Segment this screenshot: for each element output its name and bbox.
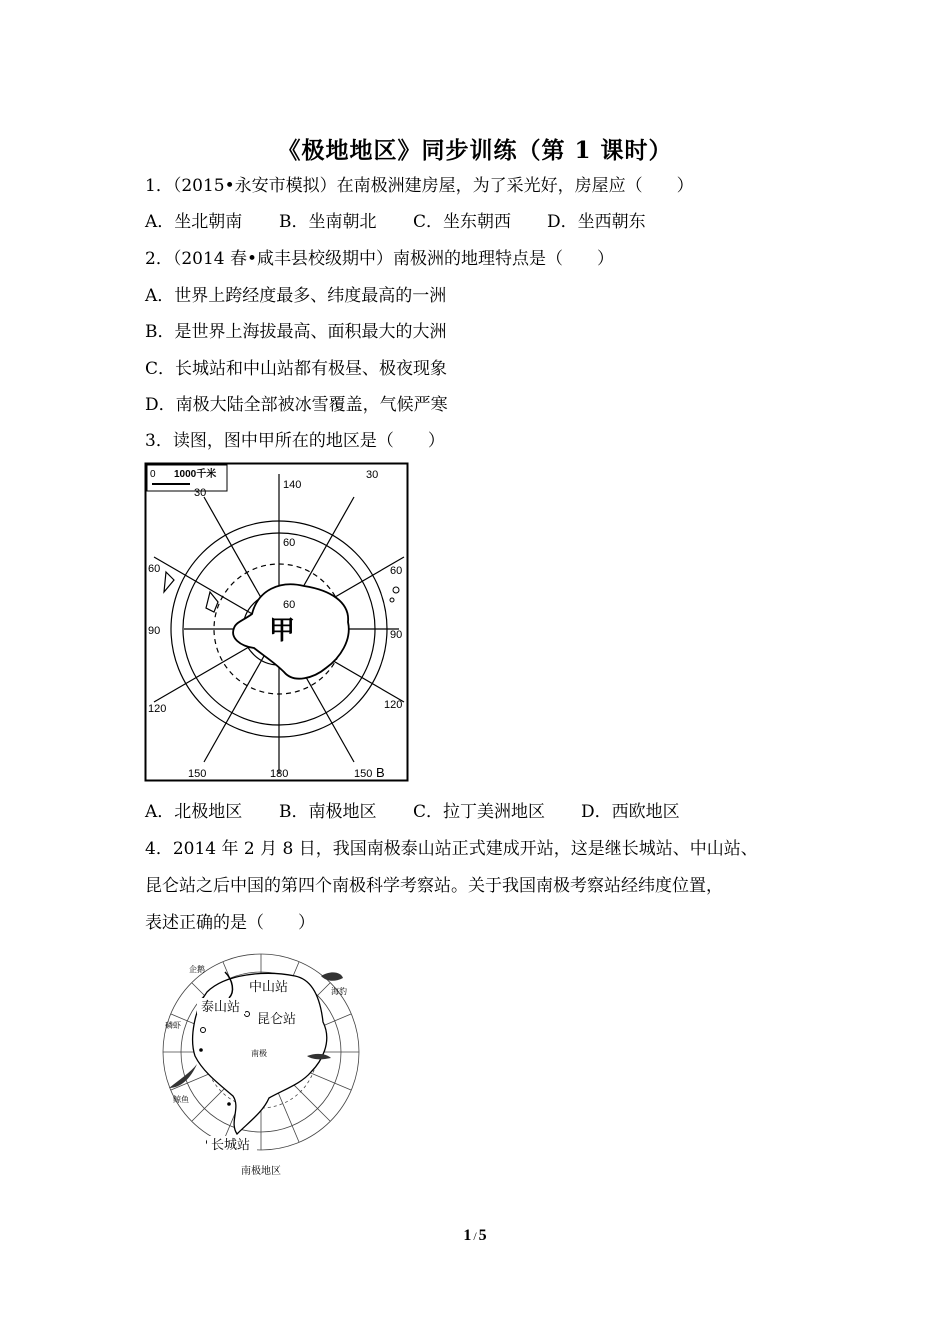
q3-option-a[interactable]: A．北极地区 [145,802,243,822]
label-krill: 磷虾 [165,1021,181,1030]
q3-options [145,801,680,823]
q3-polar-map [144,462,409,782]
center-south-pole: 南极 [251,1049,267,1058]
label-120-right: 120 [384,699,403,711]
label-60-right: 60 [390,565,403,577]
label-30-right: 30 [366,469,379,481]
scale-bar [147,465,227,491]
label-60-left: 60 [148,563,161,575]
label-140: 140 [283,479,302,491]
scale-label: 1000千米 [174,469,217,480]
label-60-top: 60 [283,537,296,549]
q3-stem: 3．读图，图中甲所在的地区是（ ） [145,431,445,451]
station-kunlun: 昆仑站 [257,1011,297,1026]
label-whale: 鲸鱼 [173,1095,189,1104]
label-90-left: 90 [148,625,161,637]
label-seal: 海豹 [331,987,347,996]
q1-options [145,211,646,233]
q2-option-a[interactable]: A．世界上跨经度最多、纬度最高的一洲 [145,286,447,306]
q2-stem: 2．（2014 春•咸丰县校级期中）南极洲的地理特点是（ ） [145,249,615,269]
label-180: 180 [270,768,289,780]
q3-option-d[interactable]: D．西欧地区 [581,802,680,822]
q4-line-1: 4．2014 年 2 月 8 日，我国南极泰山站正式建成开站，这是继长城站、中山站、 [145,839,758,859]
q2-option-b[interactable]: B．是世界上海拔最高、面积最大的大洲 [145,322,447,342]
label-60-lat: 60 [283,599,296,611]
q4-line-2: 昆仑站之后中国的第四个南极科学考察站。关于我国南极考察站经纬度位置， [145,876,723,896]
label-150-left: 150 [188,768,207,780]
station-zhongshan: 中山站 [249,979,289,994]
q1-option-c[interactable]: C．坐东朝西 [413,212,512,232]
label-150-right: 150 [354,768,373,780]
map-caption: 南极地区 [241,1166,281,1177]
page-number [0,1227,950,1245]
q3-option-c[interactable]: C．拉丁美洲地区 [413,802,546,822]
q1-stem: 1．（2015•永安市模拟）在南极洲建房屋，为了采光好，房屋应（ ） [145,176,694,196]
station-changcheng: 长城站 [211,1137,251,1152]
station-taishan: 泰山站 [201,999,241,1014]
q2-option-d[interactable]: D．南极大陆全部被冰雪覆盖，气候严寒 [145,395,448,415]
label-120-left: 120 [148,703,167,715]
q3-option-b[interactable]: B．南极地区 [279,802,377,822]
center-label-jia: 甲 [268,615,296,645]
page-separator: / [473,1229,477,1243]
q4-antarctic-stations-map [145,952,380,1182]
label-30-left: 30 [194,487,207,499]
page-current: 1 [463,1227,472,1244]
label-90-right: 90 [390,629,403,641]
page-total: 5 [478,1227,487,1244]
q2-option-c[interactable]: C．长城站和中山站都有极昼、极夜现象 [145,359,448,379]
q4-line-3: 表述正确的是（ ） [145,913,315,933]
label-b: B [376,765,385,780]
q1-option-b[interactable]: B．坐南朝北 [279,212,377,232]
label-penguin: 企鹅 [189,965,205,974]
q1-option-d[interactable]: D．坐西朝东 [547,212,646,232]
scale-zero: 0 [150,469,156,480]
document-title: 《极地地区》同步训练（第 1 课时） [277,137,673,164]
q1-option-a[interactable]: A．坐北朝南 [145,212,243,232]
